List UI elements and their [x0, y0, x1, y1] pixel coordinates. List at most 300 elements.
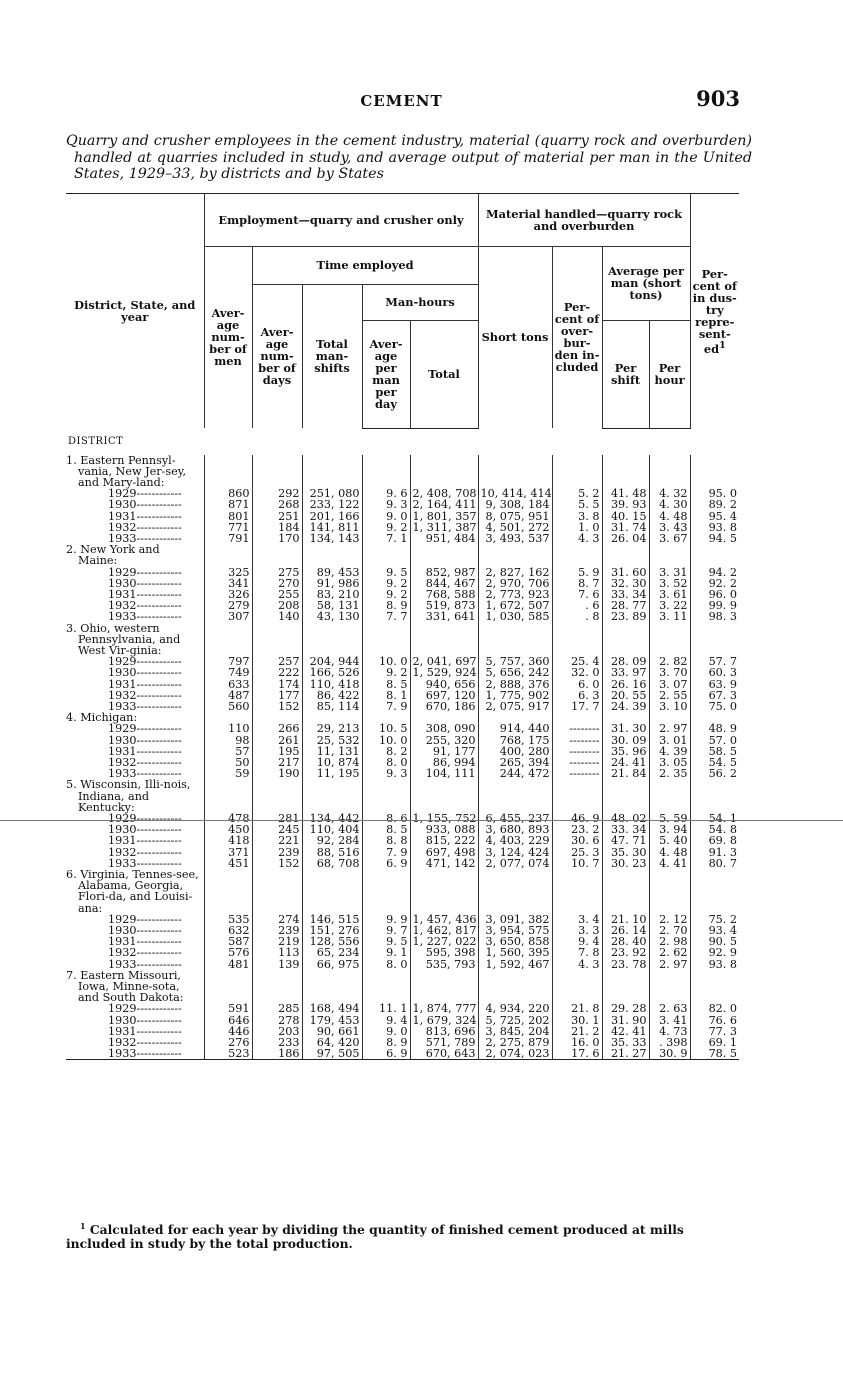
cell-ph: 4. 48: [649, 511, 690, 522]
cell-ind: 48. 9: [690, 723, 739, 734]
cell-ps: 26. 14: [602, 925, 649, 936]
cell-tons: 3, 493, 537: [478, 533, 552, 544]
cell-ps: 33. 34: [602, 589, 649, 600]
empty-cell: [204, 869, 252, 914]
empty-cell: [690, 779, 739, 813]
cell-ind: 92. 9: [690, 947, 739, 958]
cell-ind: 98. 3: [690, 611, 739, 622]
year-label: 1930------------: [108, 577, 182, 589]
cell-ph: 3. 70: [649, 667, 690, 678]
cell-days: 195: [252, 746, 302, 757]
cell-men: 446: [204, 1026, 252, 1037]
cell-ob: 7. 8: [552, 947, 602, 958]
cell-ob: --------: [552, 768, 602, 779]
cell-ind: 96. 0: [690, 589, 739, 600]
empty-cell: [690, 869, 739, 914]
cell-hpd: 8. 9: [362, 600, 410, 611]
cell-ph: 30. 9: [649, 1048, 690, 1059]
cell-tons: 2, 888, 376: [478, 679, 552, 690]
cell-ob: 9. 4: [552, 936, 602, 947]
empty-cell: [649, 455, 690, 489]
cell-hpd: 8. 5: [362, 679, 410, 690]
col-pct-overburden-header: Per-cent of over-bur-den in-cluded: [552, 246, 602, 428]
cell-tons: 400, 280: [478, 746, 552, 757]
cell-hpd: 11. 1: [362, 1003, 410, 1014]
cell-hpd: 9. 2: [362, 522, 410, 533]
cell-hpd: 8. 5: [362, 824, 410, 835]
cell-hours: 1, 679, 324: [410, 1015, 478, 1026]
empty-cell: [204, 544, 252, 566]
cell-tons: 6, 455, 237: [478, 813, 552, 824]
cell-hours: 2, 041, 697: [410, 656, 478, 667]
col-district-header: District, State, and year: [74, 298, 196, 324]
cell-hpd: 9. 2: [362, 578, 410, 589]
cell-tons: 2, 074, 023: [478, 1048, 552, 1059]
year-label: 1933------------: [108, 768, 182, 780]
cell-days: 274: [252, 914, 302, 925]
cell-days: 278: [252, 1015, 302, 1026]
cell-shifts: 58, 131: [302, 600, 362, 611]
cell-ps: 31. 30: [602, 723, 649, 734]
cell-hours: 1, 462, 817: [410, 925, 478, 936]
cell-hours: 1, 311, 387: [410, 522, 478, 533]
empty-cell: [478, 970, 552, 1004]
empty-cell: [602, 455, 649, 489]
year-label: 1930------------: [108, 1014, 182, 1026]
cell-ps: 33. 34: [602, 824, 649, 835]
empty-cell: [690, 455, 739, 489]
cell-tons: 9, 308, 184: [478, 499, 552, 510]
cell-ph: 3. 67: [649, 533, 690, 544]
cell-men: 110: [204, 723, 252, 734]
empty-cell: [410, 779, 478, 813]
cell-men: 371: [204, 847, 252, 858]
cell-hpd: 9. 7: [362, 925, 410, 936]
cell-tons: 2, 075, 917: [478, 701, 552, 712]
year-label: 1931------------: [108, 588, 182, 601]
cell-ind: 95. 4: [690, 511, 739, 522]
col-avg-hours-header: Aver-age per man per day: [362, 320, 410, 428]
cell-ps: 32. 30: [602, 578, 649, 589]
cell-ind: 63. 9: [690, 679, 739, 690]
cell-hours: 1, 227, 022: [410, 936, 478, 947]
cell-hours: 571, 789: [410, 1037, 478, 1048]
cell-hours: 86, 994: [410, 757, 478, 768]
table-row: [66, 667, 739, 678]
cell-shifts: 43, 130: [302, 611, 362, 622]
cell-ind: 89. 2: [690, 499, 739, 510]
cell-days: 270: [252, 578, 302, 589]
empty-cell: [362, 869, 410, 914]
cell-hours: 2, 164, 411: [410, 499, 478, 510]
cell-ps: 42. 41: [602, 1026, 649, 1037]
cell-tons: 10, 414, 414: [478, 488, 552, 499]
cell-ph: 2. 62: [649, 947, 690, 958]
cell-ind: 99. 9: [690, 600, 739, 611]
cell-ind: 56. 2: [690, 768, 739, 779]
year-label: 1930------------: [108, 499, 182, 511]
cell-days: 177: [252, 690, 302, 701]
cell-shifts: 168, 494: [302, 1003, 362, 1014]
cell-ind: 60. 3: [690, 667, 739, 678]
cell-hours: 91, 177: [410, 746, 478, 757]
empty-cell: [252, 623, 302, 657]
cell-ph: 2. 82: [649, 656, 690, 667]
empty-cell: [410, 455, 478, 489]
material-group-header: Material handled—quarry rock and overburden: [478, 194, 690, 246]
cell-hpd: 10. 0: [362, 735, 410, 746]
empty-cell: [602, 544, 649, 566]
cell-ps: 30. 23: [602, 858, 649, 869]
cell-men: 801: [204, 511, 252, 522]
cell-shifts: 89, 453: [302, 567, 362, 578]
cell-men: 326: [204, 589, 252, 600]
cell-hours: 104, 111: [410, 768, 478, 779]
district-row: [66, 869, 739, 914]
cell-ind: 93. 8: [690, 959, 739, 970]
cell-hours: 1, 457, 436: [410, 914, 478, 925]
cell-days: 245: [252, 824, 302, 835]
cell-hours: 1, 801, 357: [410, 511, 478, 522]
empty-cell: [302, 779, 362, 813]
col-avg-days-header: Aver-age num-ber of days: [252, 284, 302, 428]
table-row: [66, 1048, 739, 1059]
cell-days: 239: [252, 925, 302, 936]
cell-ind: 94. 5: [690, 533, 739, 544]
cell-days: 255: [252, 589, 302, 600]
cell-ob: 25. 4: [552, 656, 602, 667]
cell-hpd: 10. 0: [362, 656, 410, 667]
empty-cell: [649, 869, 690, 914]
year-label: 1933------------: [108, 700, 182, 713]
cell-men: 487: [204, 690, 252, 701]
cell-shifts: 146, 515: [302, 914, 362, 925]
table-body: [66, 428, 739, 1059]
cell-hours: 308, 090: [410, 723, 478, 734]
cell-ob: 10. 7: [552, 858, 602, 869]
cell-ph: 3. 52: [649, 578, 690, 589]
empty-cell: [602, 623, 649, 657]
scan-artifact-line: [0, 820, 843, 821]
year-label: 1929------------: [108, 566, 182, 578]
cell-hours: 1, 155, 752: [410, 813, 478, 824]
cell-ps: 23. 78: [602, 959, 649, 970]
cell-days: 152: [252, 858, 302, 869]
cell-men: 587: [204, 936, 252, 947]
table-row: [66, 499, 739, 510]
cell-ind: 77. 3: [690, 1026, 739, 1037]
cell-tons: 2, 827, 162: [478, 567, 552, 578]
cell-ob: 46. 9: [552, 813, 602, 824]
cell-tons: 914, 440: [478, 723, 552, 734]
cell-ph: 4. 41: [649, 858, 690, 869]
cell-hpd: 8. 6: [362, 813, 410, 824]
cell-days: 257: [252, 656, 302, 667]
cell-days: 113: [252, 947, 302, 958]
cell-ps: 26. 16: [602, 679, 649, 690]
cell-shifts: 110, 404: [302, 824, 362, 835]
cell-hours: 844, 467: [410, 578, 478, 589]
cell-ph: 3. 22: [649, 600, 690, 611]
cell-ph: 3. 10: [649, 701, 690, 712]
cell-shifts: 97, 505: [302, 1048, 362, 1059]
cell-ps: 35. 33: [602, 1037, 649, 1048]
cell-hpd: 9. 2: [362, 667, 410, 678]
empty-cell: [690, 970, 739, 1004]
cell-tons: 5, 656, 242: [478, 667, 552, 678]
cell-ph: . 398: [649, 1037, 690, 1048]
cell-hpd: 9. 5: [362, 567, 410, 578]
cell-hpd: 7. 7: [362, 611, 410, 622]
col-per-shift-header: Per shift: [602, 320, 649, 428]
cell-shifts: 65, 234: [302, 947, 362, 958]
empty-cell: [690, 623, 739, 657]
cell-ind: 54. 8: [690, 824, 739, 835]
cell-ind: 92. 2: [690, 578, 739, 589]
empty-cell: [690, 544, 739, 566]
cell-ind: 57. 0: [690, 735, 739, 746]
cell-shifts: 29, 213: [302, 723, 362, 734]
empty-cell: [252, 544, 302, 566]
empty-cell: [410, 544, 478, 566]
cell-shifts: 88, 516: [302, 847, 362, 858]
empty-cell: [602, 779, 649, 813]
cell-ps: 31. 60: [602, 567, 649, 578]
cell-ob: 23. 2: [552, 824, 602, 835]
cell-hpd: 8. 1: [362, 690, 410, 701]
cell-ps: 21. 10: [602, 914, 649, 925]
cell-ind: 82. 0: [690, 1003, 739, 1014]
district-row: [66, 455, 739, 489]
cell-hpd: 10. 5: [362, 723, 410, 734]
empty-cell: [649, 779, 690, 813]
cell-shifts: 64, 420: [302, 1037, 362, 1048]
empty-cell: [302, 455, 362, 489]
cell-ps: 30. 09: [602, 735, 649, 746]
cell-days: 140: [252, 611, 302, 622]
cell-hpd: 8. 2: [362, 746, 410, 757]
cell-ob: 17. 6: [552, 1048, 602, 1059]
cell-shifts: 90, 661: [302, 1026, 362, 1037]
cell-ps: 23. 92: [602, 947, 649, 958]
cell-shifts: 10, 874: [302, 757, 362, 768]
cell-hpd: 9. 0: [362, 511, 410, 522]
empty-cell: [362, 779, 410, 813]
cell-hours: 255, 320: [410, 735, 478, 746]
cell-ph: 2. 97: [649, 959, 690, 970]
cell-hours: 595, 398: [410, 947, 478, 958]
cell-days: 221: [252, 835, 302, 846]
cell-ob: 16. 0: [552, 1037, 602, 1048]
cell-ob: 32. 0: [552, 667, 602, 678]
empty-cell: [478, 455, 552, 489]
cell-ps: 24. 41: [602, 757, 649, 768]
cell-shifts: 91, 986: [302, 578, 362, 589]
avg-output-header: Average per man (short tons): [602, 246, 690, 320]
cell-ind: 54. 1: [690, 813, 739, 824]
cell-ph: 2. 12: [649, 914, 690, 925]
cell-ind: 94. 2: [690, 567, 739, 578]
year-label: 1933------------: [108, 1048, 182, 1060]
footnote: [66, 1219, 746, 1251]
cell-ps: 23. 89: [602, 611, 649, 622]
cell-ps: 33. 97: [602, 667, 649, 678]
cell-tons: 2, 077, 074: [478, 858, 552, 869]
empty-cell: [252, 970, 302, 1004]
cell-ps: 24. 39: [602, 701, 649, 712]
cell-men: 59: [204, 768, 252, 779]
cell-ob: 5. 9: [552, 567, 602, 578]
year-label: 1932------------: [108, 1037, 182, 1049]
cell-men: 98: [204, 735, 252, 746]
cell-ps: 48. 02: [602, 813, 649, 824]
cell-days: 275: [252, 567, 302, 578]
cell-ps: 31. 74: [602, 522, 649, 533]
empty-cell: [478, 544, 552, 566]
cell-hpd: 9. 6: [362, 488, 410, 499]
cell-hpd: 9. 0: [362, 1026, 410, 1037]
cell-days: 186: [252, 1048, 302, 1059]
cell-men: 576: [204, 947, 252, 958]
cell-ind: 76. 6: [690, 1015, 739, 1026]
cell-men: 871: [204, 499, 252, 510]
cell-ob: 1. 0: [552, 522, 602, 533]
cell-ps: 21. 84: [602, 768, 649, 779]
cement-employment-table: [66, 193, 739, 1060]
table-row: [66, 1003, 739, 1014]
empty-cell: [204, 623, 252, 657]
cell-hpd: 9. 2: [362, 589, 410, 600]
empty-cell: [362, 544, 410, 566]
table-row: [66, 611, 739, 622]
year-label: 1929------------: [108, 1003, 182, 1015]
cell-ph: 2. 55: [649, 690, 690, 701]
cell-ind: 69. 8: [690, 835, 739, 846]
cell-men: 325: [204, 567, 252, 578]
cell-tons: 1, 560, 395: [478, 947, 552, 958]
year-label: 1933------------: [108, 857, 182, 870]
empty-cell: [552, 544, 602, 566]
cell-ob: 6. 3: [552, 690, 602, 701]
cell-men: 560: [204, 701, 252, 712]
cell-shifts: 201, 166: [302, 511, 362, 522]
cell-ind: 93. 8: [690, 522, 739, 533]
cell-ph: 2. 35: [649, 768, 690, 779]
cell-ind: 75. 0: [690, 701, 739, 712]
cell-ph: 4. 30: [649, 499, 690, 510]
empty-cell: [649, 544, 690, 566]
cell-men: 749: [204, 667, 252, 678]
cell-hpd: 8. 9: [362, 1037, 410, 1048]
empty-cell: [410, 970, 478, 1004]
cell-days: 184: [252, 522, 302, 533]
cell-ps: 28. 40: [602, 936, 649, 947]
cell-tons: 768, 175: [478, 735, 552, 746]
cell-ind: 93. 4: [690, 925, 739, 936]
cell-shifts: 11, 131: [302, 746, 362, 757]
cell-hours: 331, 641: [410, 611, 478, 622]
district-name: 5. Wisconsin, Illi-nois, Indiana, and Kentucky:: [66, 778, 191, 814]
cell-days: 261: [252, 735, 302, 746]
cell-ob: 17. 7: [552, 701, 602, 712]
empty-cell: [362, 623, 410, 657]
cell-men: 535: [204, 914, 252, 925]
footnote-marker: 1: [80, 1221, 86, 1231]
cell-men: 276: [204, 1037, 252, 1048]
year-label: 1932------------: [108, 756, 182, 769]
cell-ob: . 6: [552, 600, 602, 611]
col-total-hours-header: Total: [410, 320, 478, 428]
cell-hpd: 6. 9: [362, 1048, 410, 1059]
cell-ph: 3. 07: [649, 679, 690, 690]
cell-tons: 3, 650, 858: [478, 936, 552, 947]
cell-men: 633: [204, 679, 252, 690]
empty-cell: [602, 869, 649, 914]
cell-days: 139: [252, 959, 302, 970]
cell-hours: 940, 656: [410, 679, 478, 690]
cell-hours: 815, 222: [410, 835, 478, 846]
cell-ob: 8. 7: [552, 578, 602, 589]
cell-ph: 3. 41: [649, 1015, 690, 1026]
cell-ob: --------: [552, 746, 602, 757]
cell-ob: 21. 8: [552, 1003, 602, 1014]
empty-cell: [478, 869, 552, 914]
cell-ph: 2. 63: [649, 1003, 690, 1014]
cell-shifts: 66, 975: [302, 959, 362, 970]
cell-ph: 4. 48: [649, 847, 690, 858]
cell-men: 591: [204, 1003, 252, 1014]
table-caption: Quarry and crusher employees in the cement industry, material (quarry rock and overburden) handled at quarries included in study, and average output of material per man in the United States, 1929–33, by districts and by States: [66, 133, 752, 182]
district-name: 7. Eastern Missouri, Iowa, Minne-sota, and South Dakota:: [66, 968, 184, 1005]
cell-ph: 3. 31: [649, 567, 690, 578]
cell-days: 217: [252, 757, 302, 768]
cell-ph: 4. 73: [649, 1026, 690, 1037]
cell-men: 57: [204, 746, 252, 757]
cell-shifts: 68, 708: [302, 858, 362, 869]
year-label: 1932------------: [108, 600, 182, 612]
empty-cell: [362, 455, 410, 489]
cell-ind: 91. 3: [690, 847, 739, 858]
cell-tons: 5, 757, 360: [478, 656, 552, 667]
cell-ob: 5. 2: [552, 488, 602, 499]
empty-cell: [649, 970, 690, 1004]
year-label: 1932------------: [108, 846, 182, 858]
footnote-text: Calculated for each year by dividing the quantity of finished cement produced at mills included in study by the total production.: [66, 1222, 684, 1252]
cell-days: 219: [252, 936, 302, 947]
cell-hpd: 7. 1: [362, 533, 410, 544]
empty-cell: [362, 970, 410, 1004]
year-label: 1930------------: [108, 925, 182, 937]
running-title: CEMENT: [360, 92, 443, 110]
col-pct-industry-header: [690, 194, 739, 428]
time-employed-header: Time employed: [252, 246, 478, 284]
cell-men: 646: [204, 1015, 252, 1026]
cell-ind: 95. 0: [690, 488, 739, 499]
cell-shifts: 134, 442: [302, 813, 362, 824]
table-row: [66, 723, 739, 734]
cell-ph: 3. 01: [649, 735, 690, 746]
cell-ph: 3. 61: [649, 589, 690, 600]
empty-cell: [204, 455, 252, 489]
cell-ob: 4. 3: [552, 533, 602, 544]
empty-cell: [204, 779, 252, 813]
cell-days: 266: [252, 723, 302, 734]
year-label: 1929------------: [108, 656, 182, 668]
year-label: 1930------------: [108, 824, 182, 836]
cell-men: 450: [204, 824, 252, 835]
cell-shifts: 251, 080: [302, 488, 362, 499]
cell-days: 152: [252, 701, 302, 712]
